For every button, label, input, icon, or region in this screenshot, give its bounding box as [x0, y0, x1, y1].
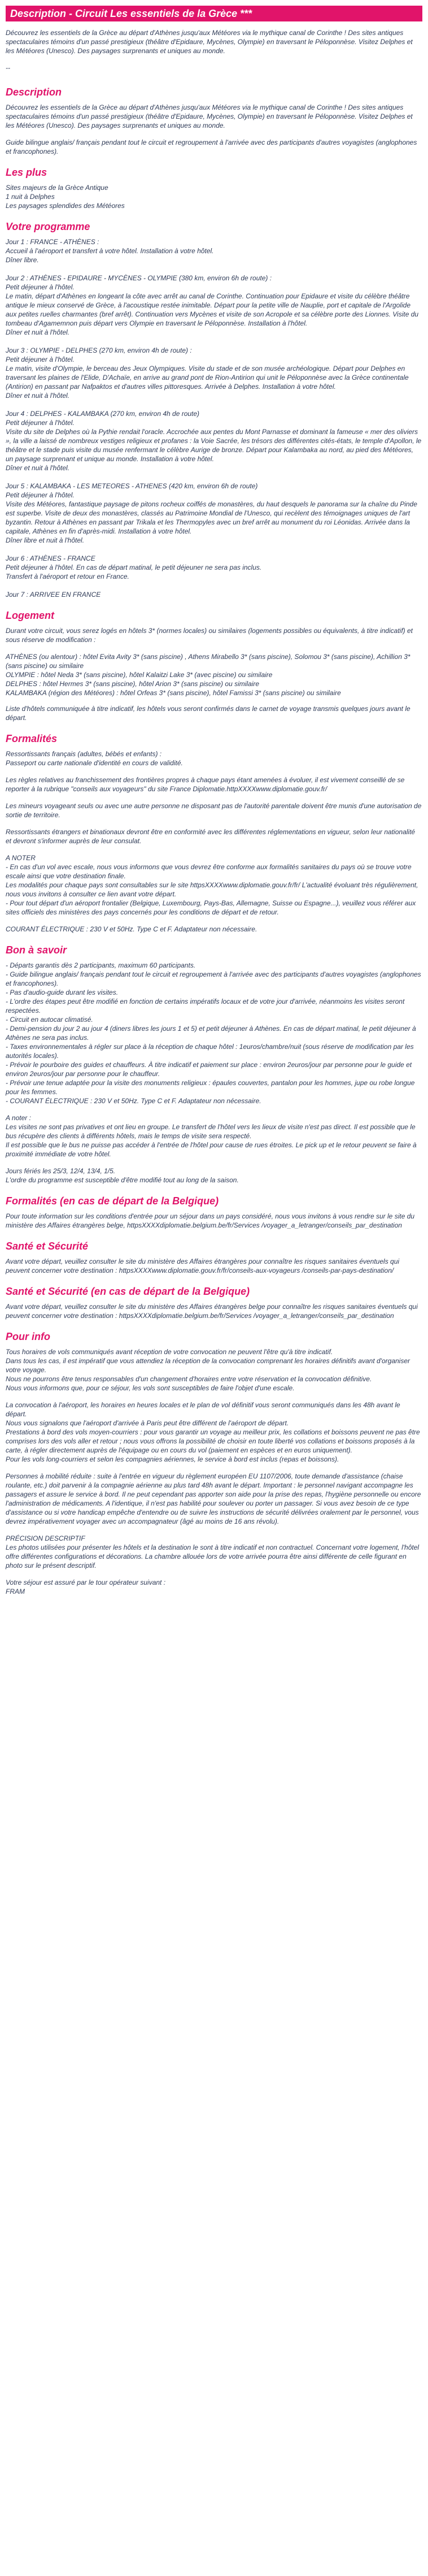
day-line: Petit déjeuner à l'hôtel.: [6, 419, 75, 427]
bon-a-savoir-item: - Taxes environnementales à régler sur place à la réception de chaque hôtel : 1euros/chambre/nuit (sous réserve de modification par les autorités locales).: [6, 1043, 414, 1060]
programme-day-2: [6, 274, 422, 337]
bon-a-savoir-item: - Circuit en autocar climatisé.: [6, 1016, 93, 1024]
info-block-1: [6, 1347, 422, 1393]
day-line: Dîner et nuit à l'hôtel.: [6, 328, 70, 336]
info-block-2: [6, 1400, 422, 1464]
accommodation-row: OLYMPIE : hôtel Neda 3* (sans piscine), hôtel Kalaitzi Lake 3* (avec piscine) ou similaire: [6, 671, 273, 679]
notice-line: - Pour tout départ d'un aéroport frontalier (Belgique, Luxembourg, Pays-Bas, Allemagne, Suisse ou Espagne...), veuillez vous référer aux sites officiels des ministères des pays concernés pour les conditions de départ et de retour.: [6, 899, 416, 916]
sante-text: Avant votre départ, veuillez consulter le site du ministère des Affaires étrangères pour connaître les risques sanitaires éventuels qui peuvent concerner votre destination : httpsXXXXwww.diplomatie.gouv.fr/fr/conseils-aux-voyageurs /conseils-par-pays-destination/: [6, 1257, 400, 1274]
notice-line: Les modalités pour chaque pays sont consultables sur le site httpsXXXXwww.diplomatie.gouv.fr/fr/ L'actualité évoluant très régulièrement, nous vous invitons à consulter ce lien avant votre départ.: [6, 881, 418, 898]
bon-a-savoir-item: - Demi-pension du jour 2 au jour 4 (diners libres les jours 1 et 5) et petit déjeuner à Athènes. En cas de départ matinal, le petit déjeuner à Athènes ne sera pas inclus.: [6, 1025, 416, 1042]
day-line: Transfert à l'aéroport et retour en France.: [6, 573, 129, 580]
formalites-minors: Les mineurs voyageant seuls ou avec une autre personne ne disposant pas de l'autorité parentale doivent être munis d'une autorisation de sortie de territoire.: [6, 802, 422, 819]
intro-summary: Découvrez les essentiels de la Grèce au départ d'Athènes jusqu'aux Météores via le mythique canal de Corinthe ! Des sites antiques spectaculaires témoins d'un passé prestigieux (théâtre d'Epidaure, Mycènes, Olympie) en traversant le Péloponnèse. Visitez Delphes et les Météores (Unesco). Des paysages surprenants et uniques au monde.: [6, 29, 413, 55]
day-title: Jour 1 : FRANCE - ATHÈNES :: [6, 238, 99, 246]
operator-block: [6, 1578, 422, 1596]
note-label: A noter :: [6, 1114, 31, 1122]
info-mobility: Personnes à mobilité réduite : suite à l'entrée en vigueur du règlement européen EU 1107/2006, toute demande d'assistance (chaise roulante, etc.) doit parvenir à la compagnie aérienne au plus tard 48h avant le départ. Important : le personnel navigant accompagne les passagers et assure le service à bord. Il ne peut cependant pas apporter son aide pour la prise des repas, l'hygiène personnelle ou encore l'administration de médicaments. A l'identique, il n'est pas habilité pour soulever ou porter un passager. Si vous avez besoin de ce type d'assistance ou si votre handicap empêche d'entendre ou de suivre les instructions de sécurité délivrées oralement par le personnel, vous devrez impérativement voyager avec un accompagnateur (âgé au moins de 16 ans révolu).: [6, 1472, 421, 1525]
bon-a-savoir-item: - L'ordre des étapes peut être modifié en fonction de certains impératifs locaux et de votre jour d'arrivée, néanmoins les visites seront respectées.: [6, 998, 405, 1014]
info-line: Dans tous les cas, il est impératif que vous attendiez la réception de la convocation comprenant les horaires définitifs avant d'organiser votre voyage.: [6, 1357, 410, 1374]
bottom-spacer: [6, 1604, 422, 1610]
info-line: Tous horaires de vols communiqués avant réception de votre convocation ne peuvent l'être qu'à titre indicatif.: [6, 1348, 333, 1356]
info-line: Prestations à bord des vols moyen-courriers : pour vous garantir un voyage au meilleur prix, les collations et boissons peuvent ne pas être comprises lors des vols aller et retour ; nous vous offrons la possibilité de choisir en toute liberté vos collations et boissons proposés à la carte, à régler directement auprès de l'équipage ou en cours du vol (paiement en espèces et en euros uniquement).: [6, 1428, 420, 1454]
section-plus-heading: Les plus: [6, 167, 47, 178]
day-line: Petit déjeuner à l'hôtel.: [6, 355, 75, 363]
programme-day-1: [6, 237, 422, 264]
bon-a-savoir-item: - Guide bilingue anglais/ français pendant tout le circuit et regroupement à l'arrivée avec des participants d'autres voyagistes (anglophones et francophones).: [6, 970, 421, 987]
intro-dash: --: [6, 64, 10, 72]
day-line: Dîner et nuit à l'hôtel.: [6, 464, 70, 472]
day-line: Dîner libre.: [6, 256, 39, 264]
bon-a-savoir-dates: [6, 1166, 422, 1185]
page-title: Description - Circuit Les essentiels de la Grèce ***: [10, 8, 252, 19]
plus-item: Sites majeurs de la Grèce Antique: [6, 184, 108, 192]
day-title: Jour 3 : OLYMPIE - DELPHES (270 km, environ 4h de route) :: [6, 346, 192, 354]
bon-a-savoir-notes: [6, 1113, 422, 1159]
accommodation-row: DELPHES : hôtel Hermes 3* (sans piscine), hôtel Arion 3* (sans piscine) ou similaire: [6, 680, 260, 688]
programme-day-5: [6, 482, 422, 545]
note-line: Les visites ne sont pas privatives et ont lieu en groupe. Le transfert de l'hôtel vers les lieux de visite n'est pas direct. Il est possible que le bus récupère des clients à différents hôtels, mais le temps de visite sera respecté.: [6, 1123, 416, 1140]
programme-day-4: [6, 409, 422, 472]
accommodation-row: KALAMBAKA (région des Météores) : hôtel Orfeas 3* (sans piscine), hôtel Famissi 3* (sans piscine) ou similaire: [6, 689, 341, 697]
section-info-heading: Pour info: [6, 1331, 50, 1342]
info-line: Nous vous signalons que l'aéroport d'arrivée à Paris peut être différent de l'aéroport de départ.: [6, 1419, 289, 1427]
programme-day-6: [6, 554, 422, 581]
operator-label: Votre séjour est assuré par le tour opérateur suivant :: [6, 1578, 166, 1586]
bon-a-savoir-item: - COURANT ÉLECTRIQUE : 230 V et 50Hz. Type C et F. Adaptateur non nécessaire.: [6, 1097, 261, 1105]
plus-item: Les paysages splendides des Météores: [6, 202, 125, 210]
day-line: Petit déjeuner à l'hôtel. En cas de départ matinal, le petit déjeuner ne sera pas inclus.: [6, 563, 262, 571]
day-line: Accueil à l'aéroport et transfert à votre hôtel. Installation à votre hôtel.: [6, 247, 214, 255]
day-title: Jour 7 : ARRIVEE EN FRANCE: [6, 591, 101, 599]
accommodation-row: ATHÈNES (ou alentour) : hôtel Evita Avity 3* (sans piscine) , Athens Mirabello 3* (sans piscine), Solomou 3* (sans piscine), Achillion 3* (sans piscine) ou similaire: [6, 653, 410, 670]
sante-be-text: Avant votre départ, veuillez consulter le site du ministère des Affaires étrangères belge pour connaître les risques sanitaires éventuels qui peuvent concerner votre destination : httpsXXXXdiplomatie.belgium.be/fr/Services /voyager_a_letranger/conseils_par_destination: [6, 1303, 418, 1320]
page-title-bar: [6, 6, 422, 21]
info-precision: [6, 1534, 422, 1570]
note-line: Il est possible que le bus ne puisse pas accéder à l'entrée de l'hôtel pour cause de rues étroites. Le pick up et le retour peuvent se faire à proximité immédiate de votre hôtel.: [6, 1141, 417, 1158]
section-formalites-be-heading: Formalités (en cas de départ de la Belgique): [6, 1195, 219, 1207]
day-title: Jour 6 : ATHÈNES - FRANCE: [6, 554, 95, 562]
info-line: La convocation à l'aéroport, les horaires en heures locales et le plan de vol définitif vous seront communiqués dans les 48h avant le départ.: [6, 1401, 400, 1418]
section-programme-heading: Votre programme: [6, 221, 90, 232]
accommodation-list: [6, 652, 422, 697]
notice-line: - En cas d'un vol avec escale, nous vous informons que vous devrez être conforme aux formalités sanitaires du pays où se trouve votre escale ainsi que votre destination finale.: [6, 863, 412, 880]
description-guide-note: Guide bilingue anglais/ français pendant tout le circuit et regroupement à l'arrivée avec des participants d'autres voyagistes (anglophones et francophones).: [6, 138, 417, 155]
bon-a-savoir-item: - Prévoir une tenue adaptée pour la visite des monuments religieux : épaules couvertes, pantalon pour les hommes, jupe ou robe longue pour les femmes.: [6, 1079, 415, 1096]
info-line: Nous ne pourrons être tenus responsables d'un changement d'horaires entre votre réservation et la convocation définitive.: [6, 1375, 372, 1383]
bon-a-savoir-item: - Pas d'audio-guide durant les visites.: [6, 988, 119, 996]
info-line: Pour les vols long-courriers et selon les compagnies aériennes, le service à bord est inclus (repas et boissons).: [6, 1455, 339, 1463]
day-line: Le matin, visite d'Olympie, le berceau des Jeux Olympiques. Visite du stade et de son musée archéologique. Départ pour Delphes en traversant les plaines de l'Elide, D'Achaïe, en arrive au grand pont de Rion-Antirion qui unit le Péloponnèse avec la Grèce continentale (Antirion) en passant par Nafpaktos et d'autres villes pittoresques. Arrivée à Delphes. Installation à votre hôtel.: [6, 365, 409, 391]
section-description-heading: Description: [6, 86, 62, 98]
order-line: L'ordre du programme est susceptible d'être modifié tout au long de la saison.: [6, 1176, 239, 1184]
section-sante-heading: Santé et Sécurité: [6, 1241, 89, 1252]
section-logement-heading: Logement: [6, 610, 55, 621]
formalites-rules: Les règles relatives au franchissement des frontières propres à chaque pays étant amenées à évoluer, il est vivement conseillé de se reporter à la rubrique "conseils aux voyageurs" du site France Diplomatie.httpXXXXwww.diplomatie.gouv.fr/: [6, 776, 405, 793]
day-title: Jour 5 : KALAMBAKA - LES METEORES - ATHENES (420 km, environ 6h de route): [6, 482, 258, 490]
formalites-line: Ressortissants français (adultes, bébés et enfants) :: [6, 750, 162, 758]
day-line: Le matin, départ d'Athènes en longeant la côte avec arrêt au canal de Corinthe. Continuation pour Epidaure et visite du célèbre théâtre antique le mieux conservé de Grèce, à l'acoustique restée inimitable. Départ pour la petite ville de Nauplie, port et capitale de l'Argolide aux petites ruelles charmantes (bref arrêt). Continuation vers Mycènes et visite de son Acropole et sa célèbre porte des Lionnes. Visite du tombeau d'Agamemnon puis départ vers Olympie en traversant le Péloponnèse. Installation à l'hôtel.: [6, 292, 419, 327]
formalites-foreigners: Ressortissants étrangers et binationaux devront être en conformité avec les différentes réglementations en vigueur, selon leur nationalité et devront s'informer auprès de leur consulat.: [6, 828, 416, 845]
day-line: Dîner et nuit à l'hôtel.: [6, 392, 70, 400]
description-summary: Découvrez les essentiels de la Grèce au départ d'Athènes jusqu'aux Météores via le mythique canal de Corinthe ! Des sites antiques spectaculaires témoins d'un passé prestigieux (théâtre d'Epidaure, Mycènes, Olympie) en traversant le Péloponnèse. Visitez Delphes et les Météores (Unesco). Des paysages surprenants et uniques au monde.: [6, 103, 413, 129]
formalites-block: [6, 749, 422, 767]
formalites-notice: [6, 853, 422, 917]
section-sante-be-heading: Santé et Sécurité (en cas de départ de la Belgique): [6, 1286, 250, 1297]
bon-a-savoir-item: - Prévoir le pourboire des guides et chauffeurs. À titre indicatif et paiement sur place : environ 2euros/jour par personne pour le guide et environ 2euros/jour par personne pour le chauffeur.: [6, 1061, 412, 1078]
notice-label: A NOTER: [6, 854, 36, 862]
formalites-line: Passeport ou carte nationale d'identité en cours de validité.: [6, 759, 183, 767]
day-title: Jour 4 : DELPHES - KALAMBAKA (270 km, environ 4h de route): [6, 410, 200, 418]
precision-label: PRÉCISION DESCRIPTIF: [6, 1534, 85, 1542]
programme-day-3: [6, 346, 422, 400]
bon-a-savoir-item: - Départs garantis dès 2 participants, maximum 60 participants.: [6, 961, 196, 969]
electric-info: COURANT ÉLECTRIQUE : 230 V et 50Hz. Type C et F. Adaptateur non nécessaire.: [6, 925, 257, 933]
day-title: Jour 2 : ATHÈNES - EPIDAURE - MYCÈNES - OLYMPIE (380 km, environ 6h de route) :: [6, 274, 272, 282]
logement-note: Liste d'hôtels communiquée à titre indicatif, les hôtels vous seront confirmés dans le carnet de voyage transmis quelques jours avant le départ.: [6, 705, 410, 722]
plus-list: [6, 183, 422, 210]
holidays-line: Jours fériés les 25/3, 12/4, 13/4, 1/5.: [6, 1167, 116, 1175]
operator-name: FRAM: [6, 1588, 25, 1595]
plus-item: 1 nuit à Delphes: [6, 193, 55, 201]
section-formalites-heading: Formalités: [6, 733, 58, 744]
bon-a-savoir-list: [6, 961, 422, 1105]
precision-text: Les photos utilisées pour présenter les hôtels et la destination le sont à titre indicatif et non contractuel. Concernant votre logement, l'hôtel offre différentes configurations et décorations. La chambre allouée lors de votre arrivée pourra être ainsi différente de celle figurant en photo sur le présent descriptif.: [6, 1543, 420, 1569]
day-line: Visite des Météores, fantastique paysage de pitons rocheux coiffés de monastères, du haut desquels le panorama sur la chaîne du Pinde est superbe. Visite de deux des monastères, classés au Patrimoine Mondial de l'Unesco, qui recèlent des témoignages uniques de l'art byzantin. Retour à Athènes en passant par Trikala et les Thermopyles avec un bref arrêt au monument du roi Léonidas. Arrivée dans la capitale, Athènes en fin d'après-midi. Installation à votre hôtel.: [6, 500, 417, 535]
info-line: Nous vous informons que, pour ce séjour, les vols sont susceptibles de faire l'objet d'une escale.: [6, 1384, 295, 1392]
section-bon-a-savoir-heading: Bon à savoir: [6, 944, 67, 956]
day-line: Visite du site de Delphes où la Pythie rendait l'oracle. Accrochée aux pentes du Mont Parnasse et dominant la fameuse « mer des oliviers », la ville a laissé de nombreux vestiges religieux et profanes : la Voie Sacrée, les trésors des différentes cités-états, le temple d'Apollon, le théâtre et le stade puis visite du musée renfermant le célèbre Aurige de bronze. Départ pour Kalambaka au nord, au pied des Météores, un paysage surprenant et unique au monde. Installation à votre hôtel.: [6, 428, 422, 463]
formalites-be-text: Pour toute information sur les conditions d'entrée pour un séjour dans un pays considéré, nous vous invitons à vous rendre sur le site du ministère des Affaires étrangères belge, httpsXXXXdiplomatie.belgium.be/fr/Services /voyager_a_letranger/conseils_par_destination: [6, 1212, 415, 1229]
day-line: Petit déjeuner à l'hôtel.: [6, 491, 75, 499]
day-line: Petit déjeuner à l'hôtel.: [6, 283, 75, 291]
programme-day-7: [6, 590, 422, 599]
logement-intro: Durant votre circuit, vous serez logés en hôtels 3* (normes locales) ou similaires (logements possibles ou équivalents, à titre indicatif) et sous réserve de modification :: [6, 627, 413, 644]
day-line: Dîner libre et nuit à l'hôtel.: [6, 536, 85, 544]
